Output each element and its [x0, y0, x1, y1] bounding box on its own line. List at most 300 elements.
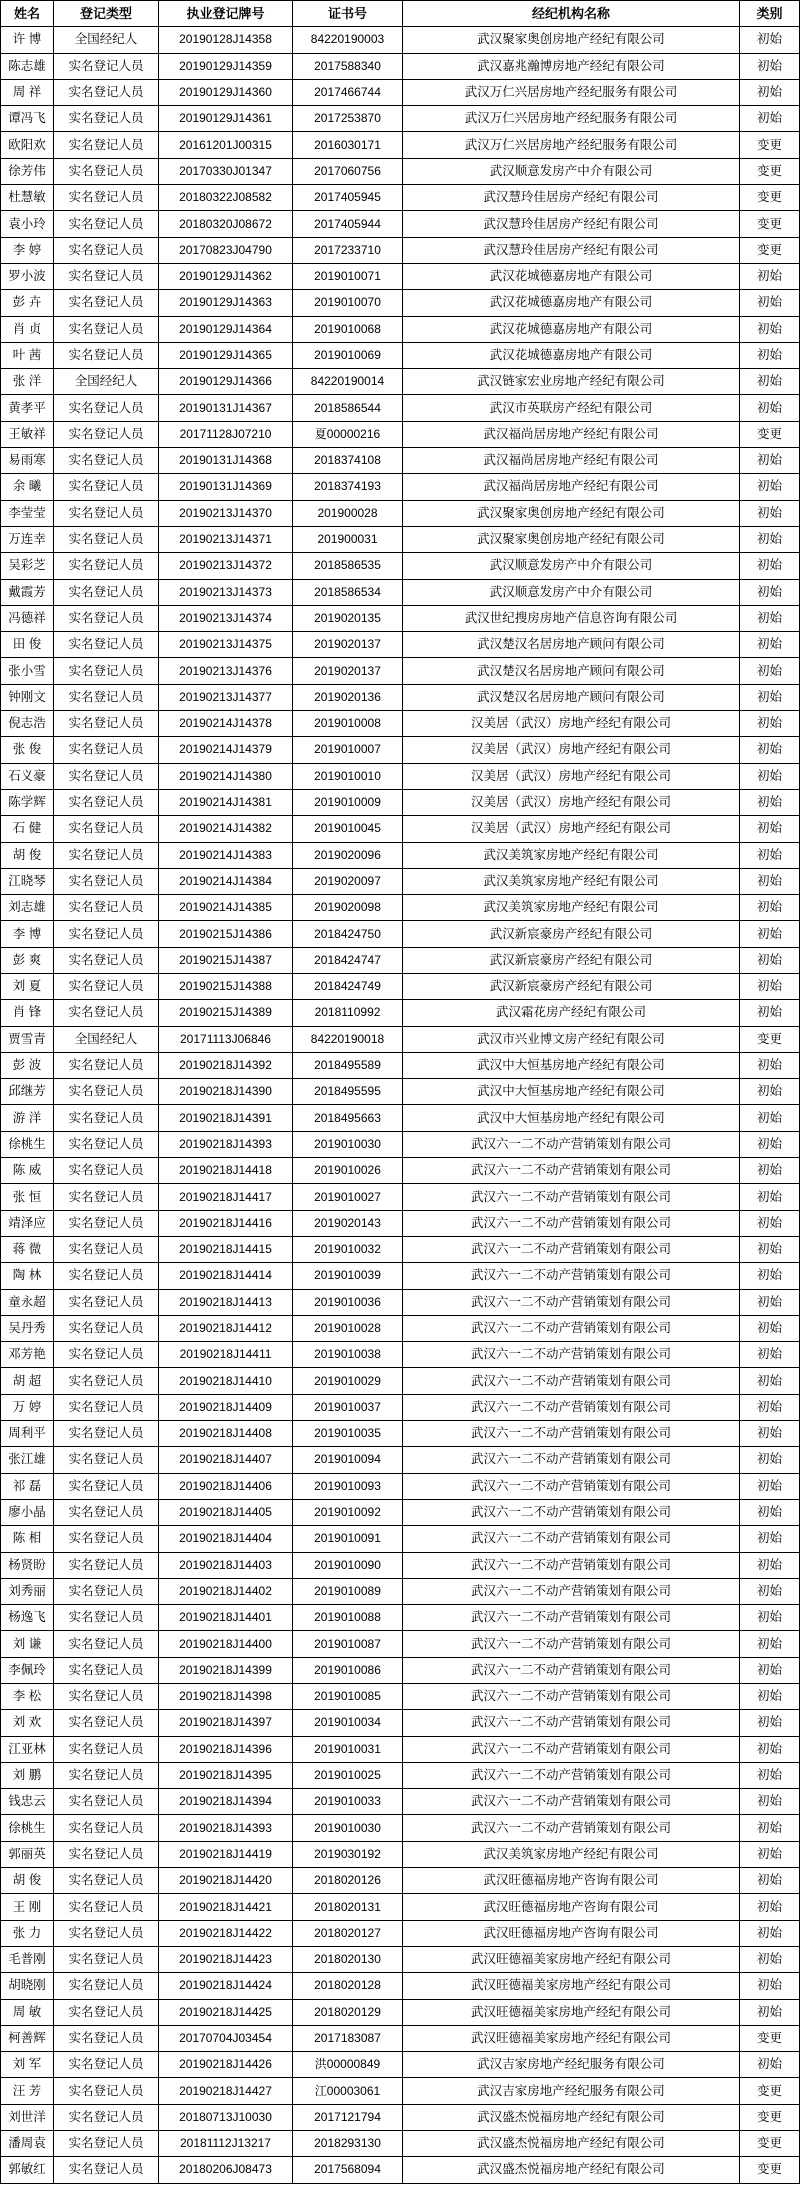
cell-agency-name: 武汉福尚居房地产经纪有限公司 — [403, 474, 740, 500]
cell-license-number: 20190129J14365 — [159, 342, 293, 368]
cell-agency-name: 武汉六一二不动产营销策划有限公司 — [403, 1368, 740, 1394]
cell-license-number: 20190218J14408 — [159, 1421, 293, 1447]
cell-license-number: 20190215J14386 — [159, 921, 293, 947]
table-row — [1, 27, 800, 53]
cell-agency-name: 武汉六一二不动产营销策划有限公司 — [403, 1552, 740, 1578]
cell-license-number: 20190218J14403 — [159, 1552, 293, 1578]
table-row — [1, 1973, 800, 1999]
cell-registration-type: 实名登记人员 — [54, 474, 159, 500]
cell-name: 李佩玲 — [1, 1657, 54, 1683]
cell-name: 张江雄 — [1, 1447, 54, 1473]
cell-certificate-number: 2019010007 — [293, 737, 403, 763]
table-row — [1, 448, 800, 474]
cell-registration-type: 实名登记人员 — [54, 1079, 159, 1105]
cell-license-number: 20190218J14412 — [159, 1315, 293, 1341]
table-row — [1, 816, 800, 842]
header-row — [1, 1, 800, 27]
cell-certificate-number: 2018020130 — [293, 1946, 403, 1972]
cell-certificate-number: 2019010027 — [293, 1184, 403, 1210]
cell-agency-name: 武汉六一二不动产营销策划有限公司 — [403, 1605, 740, 1631]
cell-certificate-number: 2018424749 — [293, 973, 403, 999]
cell-name: 张 恒 — [1, 1184, 54, 1210]
table-row — [1, 1841, 800, 1867]
cell-agency-name: 武汉新宸豪房产经纪有限公司 — [403, 973, 740, 999]
table-row — [1, 421, 800, 447]
cell-category: 变更 — [740, 2078, 800, 2104]
cell-name: 邱继芳 — [1, 1079, 54, 1105]
cell-agency-name: 武汉旺德福房地产咨询有限公司 — [403, 1894, 740, 1920]
table-row — [1, 1710, 800, 1736]
cell-license-number: 20190129J14364 — [159, 316, 293, 342]
cell-license-number: 20190218J14390 — [159, 1079, 293, 1105]
cell-certificate-number: 夏00000216 — [293, 421, 403, 447]
cell-agency-name: 武汉中大恒基房地产经纪有限公司 — [403, 1105, 740, 1131]
cell-category: 初始 — [740, 816, 800, 842]
cell-name: 倪志浩 — [1, 711, 54, 737]
cell-agency-name: 武汉六一二不动产营销策划有限公司 — [403, 1289, 740, 1315]
cell-category: 初始 — [740, 53, 800, 79]
cell-name: 毛普刚 — [1, 1946, 54, 1972]
cell-agency-name: 武汉花城德嘉房地产有限公司 — [403, 342, 740, 368]
cell-registration-type: 实名登记人员 — [54, 842, 159, 868]
table-row — [1, 1131, 800, 1157]
cell-certificate-number: 2018110992 — [293, 1000, 403, 1026]
cell-name: 张 力 — [1, 1920, 54, 1946]
cell-certificate-number: 2019010035 — [293, 1421, 403, 1447]
cell-license-number: 20190129J14366 — [159, 369, 293, 395]
cell-category: 初始 — [740, 737, 800, 763]
cell-certificate-number: 2018495589 — [293, 1052, 403, 1078]
table-row — [1, 53, 800, 79]
cell-name: 杨逸飞 — [1, 1605, 54, 1631]
cell-agency-name: 武汉链家宏业房地产经纪有限公司 — [403, 369, 740, 395]
cell-license-number: 20190218J14397 — [159, 1710, 293, 1736]
table-row — [1, 1105, 800, 1131]
cell-category: 初始 — [740, 1657, 800, 1683]
cell-license-number: 20190213J14371 — [159, 526, 293, 552]
table-row — [1, 1052, 800, 1078]
cell-agency-name: 武汉顺意发房产中介有限公司 — [403, 553, 740, 579]
cell-name: 刘 鹏 — [1, 1762, 54, 1788]
cell-registration-type: 实名登记人员 — [54, 1946, 159, 1972]
cell-certificate-number: 2018020131 — [293, 1894, 403, 1920]
cell-category: 初始 — [740, 500, 800, 526]
cell-name: 余 曦 — [1, 474, 54, 500]
cell-certificate-number: 2019010010 — [293, 763, 403, 789]
cell-certificate-number: 2019010032 — [293, 1236, 403, 1262]
cell-registration-type: 实名登记人员 — [54, 1605, 159, 1631]
cell-registration-type: 全国经纪人 — [54, 27, 159, 53]
cell-certificate-number: 2019010068 — [293, 316, 403, 342]
cell-category: 初始 — [740, 1605, 800, 1631]
cell-registration-type: 实名登记人员 — [54, 342, 159, 368]
cell-license-number: 20190213J14376 — [159, 658, 293, 684]
cell-license-number: 20190215J14389 — [159, 1000, 293, 1026]
cell-registration-type: 实名登记人员 — [54, 1789, 159, 1815]
cell-license-number: 20190218J14396 — [159, 1736, 293, 1762]
cell-registration-type: 实名登记人员 — [54, 2157, 159, 2183]
cell-license-number: 20190218J14394 — [159, 1789, 293, 1815]
cell-certificate-number: 2019010069 — [293, 342, 403, 368]
cell-registration-type: 实名登记人员 — [54, 1526, 159, 1552]
cell-registration-type: 实名登记人员 — [54, 1052, 159, 1078]
table-row — [1, 1079, 800, 1105]
cell-category: 初始 — [740, 1973, 800, 1999]
cell-license-number: 20190129J14360 — [159, 79, 293, 105]
cell-category: 初始 — [740, 1684, 800, 1710]
cell-registration-type: 实名登记人员 — [54, 553, 159, 579]
cell-certificate-number: 2019010008 — [293, 711, 403, 737]
cell-category: 初始 — [740, 973, 800, 999]
cell-name: 邓芳艳 — [1, 1342, 54, 1368]
table-row — [1, 605, 800, 631]
cell-registration-type: 实名登记人员 — [54, 421, 159, 447]
cell-agency-name: 武汉旺德福美家房地产经纪有限公司 — [403, 1973, 740, 1999]
cell-category: 变更 — [740, 2104, 800, 2130]
cell-agency-name: 汉美居（武汉）房地产经纪有限公司 — [403, 763, 740, 789]
cell-license-number: 20190218J14423 — [159, 1946, 293, 1972]
cell-name: 王 刚 — [1, 1894, 54, 1920]
cell-license-number: 20190218J14420 — [159, 1868, 293, 1894]
cell-license-number: 20190129J14361 — [159, 106, 293, 132]
cell-certificate-number: 2019020135 — [293, 605, 403, 631]
cell-license-number: 20190213J14373 — [159, 579, 293, 605]
table-row — [1, 1473, 800, 1499]
cell-agency-name: 武汉六一二不动产营销策划有限公司 — [403, 1499, 740, 1525]
cell-agency-name: 武汉盛杰悦福房地产经纪有限公司 — [403, 2131, 740, 2157]
cell-agency-name: 武汉吉家房地产经纪服务有限公司 — [403, 2052, 740, 2078]
cell-registration-type: 全国经纪人 — [54, 1026, 159, 1052]
cell-certificate-number: 2019010029 — [293, 1368, 403, 1394]
cell-license-number: 20190129J14362 — [159, 263, 293, 289]
cell-registration-type: 实名登记人员 — [54, 1315, 159, 1341]
cell-agency-name: 汉美居（武汉）房地产经纪有限公司 — [403, 789, 740, 815]
cell-category: 初始 — [740, 290, 800, 316]
cell-category: 初始 — [740, 1236, 800, 1262]
cell-name: 蒋 微 — [1, 1236, 54, 1262]
cell-name: 童永超 — [1, 1289, 54, 1315]
cell-category: 初始 — [740, 1762, 800, 1788]
cell-name: 黄孝平 — [1, 395, 54, 421]
table-row — [1, 579, 800, 605]
cell-agency-name: 武汉市英联房产经纪有限公司 — [403, 395, 740, 421]
cell-registration-type: 实名登记人员 — [54, 132, 159, 158]
cell-agency-name: 武汉六一二不动产营销策划有限公司 — [403, 1789, 740, 1815]
cell-category: 初始 — [740, 868, 800, 894]
cell-category: 初始 — [740, 1841, 800, 1867]
cell-category: 初始 — [740, 711, 800, 737]
cell-category: 变更 — [740, 185, 800, 211]
table-row — [1, 474, 800, 500]
cell-certificate-number: 2017588340 — [293, 53, 403, 79]
table-row — [1, 290, 800, 316]
cell-agency-name: 武汉楚汉名居房地产顾问有限公司 — [403, 658, 740, 684]
cell-agency-name: 武汉花城德嘉房地产有限公司 — [403, 316, 740, 342]
cell-certificate-number: 2019010085 — [293, 1684, 403, 1710]
cell-registration-type: 实名登记人员 — [54, 737, 159, 763]
cell-registration-type: 实名登记人员 — [54, 448, 159, 474]
cell-certificate-number: 2019020136 — [293, 684, 403, 710]
table-row — [1, 632, 800, 658]
cell-registration-type: 实名登记人员 — [54, 1552, 159, 1578]
table-row — [1, 395, 800, 421]
cell-name: 张 洋 — [1, 369, 54, 395]
cell-registration-type: 实名登记人员 — [54, 1210, 159, 1236]
cell-license-number: 20190214J14384 — [159, 868, 293, 894]
table-row — [1, 1894, 800, 1920]
cell-certificate-number: 2019010039 — [293, 1263, 403, 1289]
cell-category: 初始 — [740, 1447, 800, 1473]
cell-registration-type: 实名登记人员 — [54, 2078, 159, 2104]
cell-certificate-number: 2019010091 — [293, 1526, 403, 1552]
cell-name: 万 婷 — [1, 1394, 54, 1420]
cell-name: 石 健 — [1, 816, 54, 842]
cell-name: 刘 谦 — [1, 1631, 54, 1657]
cell-name: 潘周袁 — [1, 2131, 54, 2157]
cell-registration-type: 实名登记人员 — [54, 1868, 159, 1894]
cell-registration-type: 实名登记人员 — [54, 1999, 159, 2025]
cell-license-number: 20190218J14419 — [159, 1841, 293, 1867]
cell-agency-name: 武汉盛杰悦福房地产经纪有限公司 — [403, 2104, 740, 2130]
cell-registration-type: 实名登记人员 — [54, 684, 159, 710]
table-row — [1, 1342, 800, 1368]
cell-certificate-number: 2018020129 — [293, 1999, 403, 2025]
cell-category: 初始 — [740, 1499, 800, 1525]
cell-certificate-number: 2019020097 — [293, 868, 403, 894]
cell-category: 初始 — [740, 1920, 800, 1946]
cell-agency-name: 武汉美筑家房地产经纪有限公司 — [403, 895, 740, 921]
cell-name: 刘世洋 — [1, 2104, 54, 2130]
cell-agency-name: 武汉旺德福美家房地产经纪有限公司 — [403, 2025, 740, 2051]
cell-certificate-number: 2019030192 — [293, 1841, 403, 1867]
cell-agency-name: 武汉世纪搜房房地产信息咨询有限公司 — [403, 605, 740, 631]
header-category: 类别 — [740, 1, 800, 27]
cell-license-number: 20190218J14399 — [159, 1657, 293, 1683]
cell-registration-type: 实名登记人员 — [54, 290, 159, 316]
header-registration-type: 登记类型 — [54, 1, 159, 27]
table-row — [1, 342, 800, 368]
cell-name: 彭 爽 — [1, 947, 54, 973]
cell-category: 初始 — [740, 1894, 800, 1920]
cell-name: 张小雪 — [1, 658, 54, 684]
cell-agency-name: 汉美居（武汉）房地产经纪有限公司 — [403, 737, 740, 763]
cell-registration-type: 实名登记人员 — [54, 816, 159, 842]
table-row — [1, 684, 800, 710]
cell-registration-type: 实名登记人员 — [54, 2104, 159, 2130]
cell-certificate-number: 2019010045 — [293, 816, 403, 842]
table-row — [1, 500, 800, 526]
cell-registration-type: 实名登记人员 — [54, 1762, 159, 1788]
cell-category: 变更 — [740, 2131, 800, 2157]
cell-certificate-number: 2017405944 — [293, 211, 403, 237]
cell-category: 变更 — [740, 211, 800, 237]
cell-category: 初始 — [740, 526, 800, 552]
cell-category: 初始 — [740, 1473, 800, 1499]
cell-agency-name: 武汉六一二不动产营销策划有限公司 — [403, 1631, 740, 1657]
cell-name: 田 俊 — [1, 632, 54, 658]
cell-registration-type: 实名登记人员 — [54, 1000, 159, 1026]
cell-agency-name: 武汉六一二不动产营销策划有限公司 — [403, 1762, 740, 1788]
table-row — [1, 526, 800, 552]
cell-agency-name: 武汉万仁兴居房地产经纪服务有限公司 — [403, 79, 740, 105]
cell-certificate-number: 2019010094 — [293, 1447, 403, 1473]
cell-license-number: 20170330J01347 — [159, 158, 293, 184]
cell-name: 周 敏 — [1, 1999, 54, 2025]
cell-category: 初始 — [740, 1552, 800, 1578]
cell-agency-name: 武汉六一二不动产营销策划有限公司 — [403, 1158, 740, 1184]
cell-name: 袁小玲 — [1, 211, 54, 237]
cell-registration-type: 实名登记人员 — [54, 1894, 159, 1920]
cell-license-number: 20190218J14393 — [159, 1131, 293, 1157]
cell-certificate-number: 2019010092 — [293, 1499, 403, 1525]
cell-license-number: 20161201J00315 — [159, 132, 293, 158]
cell-license-number: 20190218J14406 — [159, 1473, 293, 1499]
cell-category: 初始 — [740, 2052, 800, 2078]
cell-certificate-number: 84220190003 — [293, 27, 403, 53]
cell-agency-name: 武汉聚家奥创房地产经纪有限公司 — [403, 500, 740, 526]
table-row — [1, 211, 800, 237]
cell-license-number: 20190218J14424 — [159, 1973, 293, 1999]
cell-category: 初始 — [740, 1158, 800, 1184]
table-row — [1, 1236, 800, 1262]
table-row — [1, 185, 800, 211]
cell-category: 初始 — [740, 79, 800, 105]
cell-registration-type: 实名登记人员 — [54, 1684, 159, 1710]
cell-license-number: 20180206J08473 — [159, 2157, 293, 2183]
cell-certificate-number: 2018495663 — [293, 1105, 403, 1131]
table-row — [1, 1815, 800, 1841]
cell-category: 初始 — [740, 684, 800, 710]
cell-certificate-number: 201900031 — [293, 526, 403, 552]
cell-certificate-number: 2019010038 — [293, 1342, 403, 1368]
table-row — [1, 2104, 800, 2130]
cell-category: 初始 — [740, 316, 800, 342]
cell-registration-type: 实名登记人员 — [54, 185, 159, 211]
cell-category: 变更 — [740, 132, 800, 158]
cell-category: 初始 — [740, 842, 800, 868]
cell-agency-name: 武汉六一二不动产营销策划有限公司 — [403, 1210, 740, 1236]
header-certificate-number: 证书号 — [293, 1, 403, 27]
cell-license-number: 20190218J14413 — [159, 1289, 293, 1315]
cell-agency-name: 武汉六一二不动产营销策划有限公司 — [403, 1394, 740, 1420]
cell-category: 初始 — [740, 658, 800, 684]
header-license-number: 执业登记牌号 — [159, 1, 293, 27]
cell-registration-type: 实名登记人员 — [54, 895, 159, 921]
cell-registration-type: 实名登记人员 — [54, 500, 159, 526]
cell-name: 刘 军 — [1, 2052, 54, 2078]
cell-registration-type: 实名登记人员 — [54, 1473, 159, 1499]
cell-name: 江晓琴 — [1, 868, 54, 894]
table-row — [1, 553, 800, 579]
cell-agency-name: 武汉六一二不动产营销策划有限公司 — [403, 1736, 740, 1762]
cell-agency-name: 武汉新宸豪房产经纪有限公司 — [403, 947, 740, 973]
cell-name: 刘志雄 — [1, 895, 54, 921]
cell-certificate-number: 2018293130 — [293, 2131, 403, 2157]
cell-agency-name: 武汉聚家奥创房地产经纪有限公司 — [403, 27, 740, 53]
cell-name: 罗小波 — [1, 263, 54, 289]
table-row — [1, 1526, 800, 1552]
cell-license-number: 20190218J14395 — [159, 1762, 293, 1788]
table-row — [1, 158, 800, 184]
cell-registration-type: 实名登记人员 — [54, 2025, 159, 2051]
cell-category: 初始 — [740, 1184, 800, 1210]
cell-name: 刘秀丽 — [1, 1578, 54, 1604]
cell-category: 初始 — [740, 1052, 800, 1078]
table-row — [1, 895, 800, 921]
cell-certificate-number: 2019010036 — [293, 1289, 403, 1315]
cell-agency-name: 武汉六一二不动产营销策划有限公司 — [403, 1684, 740, 1710]
table-row — [1, 263, 800, 289]
cell-registration-type: 实名登记人员 — [54, 1131, 159, 1157]
cell-name: 钟刚文 — [1, 684, 54, 710]
cell-license-number: 20190214J14383 — [159, 842, 293, 868]
cell-name: 李 婷 — [1, 237, 54, 263]
cell-category: 初始 — [740, 1815, 800, 1841]
cell-license-number: 20190218J14400 — [159, 1631, 293, 1657]
cell-agency-name: 武汉六一二不动产营销策划有限公司 — [403, 1815, 740, 1841]
cell-category: 初始 — [740, 632, 800, 658]
table-row — [1, 1684, 800, 1710]
cell-certificate-number: 2017568094 — [293, 2157, 403, 2183]
cell-name: 胡 俊 — [1, 842, 54, 868]
cell-category: 初始 — [740, 1394, 800, 1420]
cell-certificate-number: 2017233710 — [293, 237, 403, 263]
cell-registration-type: 实名登记人员 — [54, 605, 159, 631]
cell-registration-type: 实名登记人员 — [54, 921, 159, 947]
cell-certificate-number: 2019010093 — [293, 1473, 403, 1499]
cell-agency-name: 武汉美筑家房地产经纪有限公司 — [403, 868, 740, 894]
cell-category: 初始 — [740, 553, 800, 579]
table-row — [1, 79, 800, 105]
cell-license-number: 20180713J10030 — [159, 2104, 293, 2130]
cell-license-number: 20190131J14369 — [159, 474, 293, 500]
cell-registration-type: 实名登记人员 — [54, 211, 159, 237]
cell-license-number: 20190218J14407 — [159, 1447, 293, 1473]
cell-category: 初始 — [740, 947, 800, 973]
cell-agency-name: 武汉慧玲佳居房产经纪有限公司 — [403, 211, 740, 237]
cell-name: 贾雪青 — [1, 1026, 54, 1052]
cell-registration-type: 实名登记人员 — [54, 2052, 159, 2078]
cell-license-number: 20180322J08582 — [159, 185, 293, 211]
cell-agency-name: 武汉旺德福房地产咨询有限公司 — [403, 1920, 740, 1946]
cell-category: 初始 — [740, 1526, 800, 1552]
cell-registration-type: 实名登记人员 — [54, 1815, 159, 1841]
cell-certificate-number: 2018020127 — [293, 1920, 403, 1946]
cell-name: 吴彩芝 — [1, 553, 54, 579]
cell-category: 初始 — [740, 395, 800, 421]
cell-license-number: 20190129J14363 — [159, 290, 293, 316]
cell-registration-type: 实名登记人员 — [54, 53, 159, 79]
cell-name: 吴丹秀 — [1, 1315, 54, 1341]
cell-license-number: 20190218J14415 — [159, 1236, 293, 1262]
table-row — [1, 1631, 800, 1657]
cell-certificate-number: 84220190018 — [293, 1026, 403, 1052]
table-row — [1, 1868, 800, 1894]
table-row — [1, 1289, 800, 1315]
cell-category: 初始 — [740, 1736, 800, 1762]
cell-agency-name: 武汉万仁兴居房地产经纪服务有限公司 — [403, 132, 740, 158]
cell-agency-name: 武汉美筑家房地产经纪有限公司 — [403, 1841, 740, 1867]
cell-certificate-number: 84220190014 — [293, 369, 403, 395]
cell-name: 杨贤盼 — [1, 1552, 54, 1578]
cell-agency-name: 武汉六一二不动产营销策划有限公司 — [403, 1184, 740, 1210]
cell-license-number: 20170704J03454 — [159, 2025, 293, 2051]
cell-certificate-number: 2019010086 — [293, 1657, 403, 1683]
cell-certificate-number: 2019010089 — [293, 1578, 403, 1604]
cell-name: 戴霞芳 — [1, 579, 54, 605]
cell-certificate-number: 2019010025 — [293, 1762, 403, 1788]
cell-registration-type: 实名登记人员 — [54, 1368, 159, 1394]
